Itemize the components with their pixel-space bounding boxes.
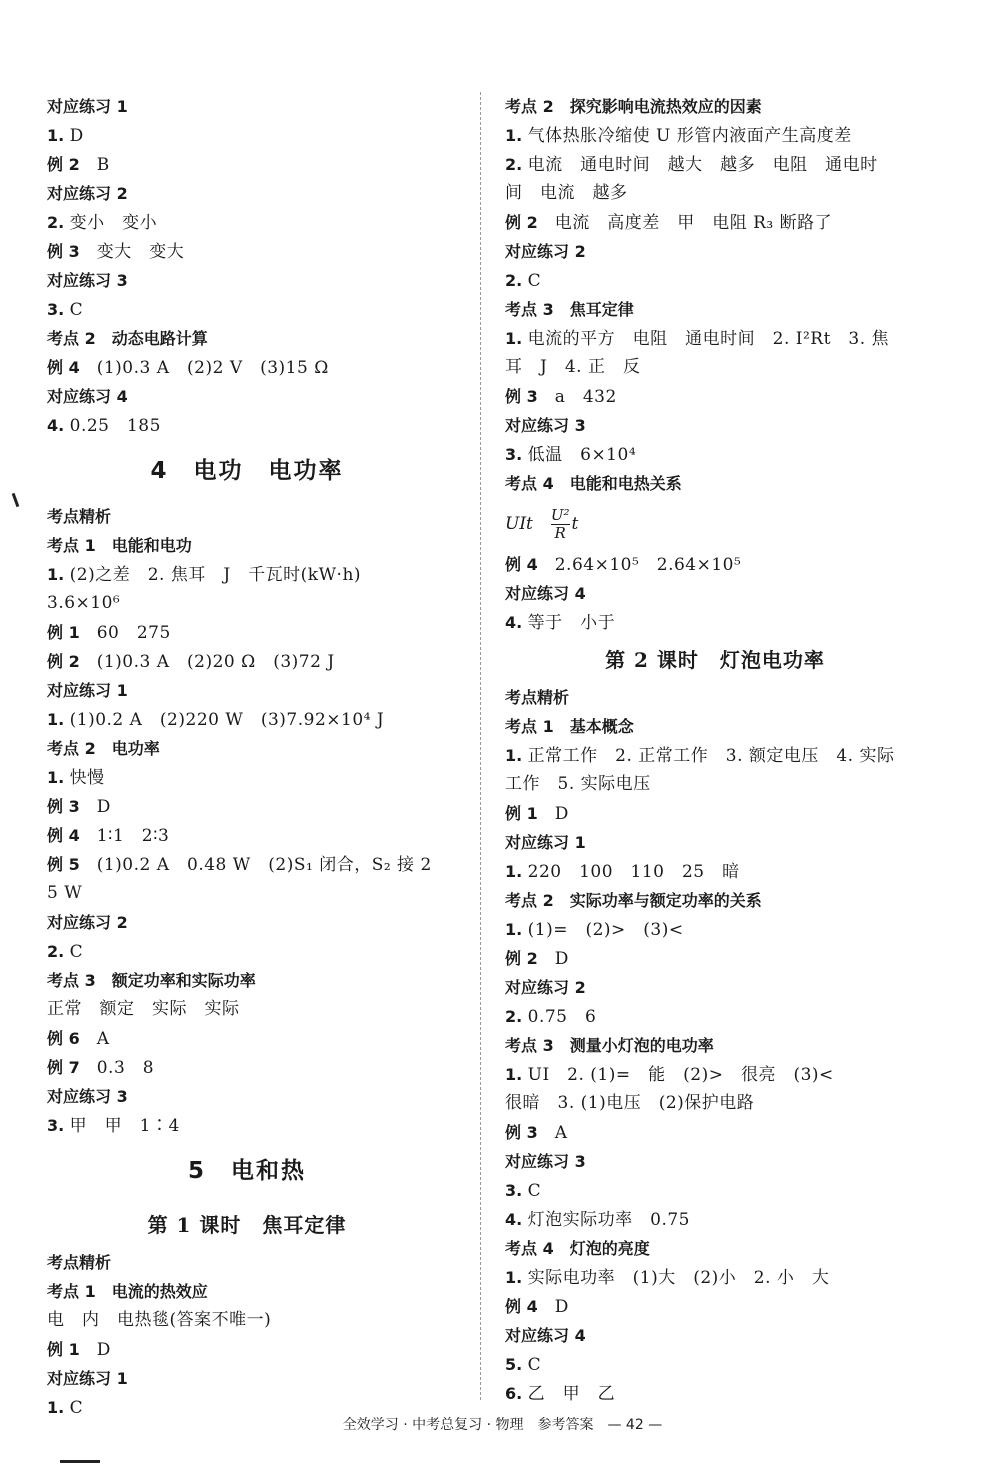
lesson-title: 第 2 课时 灯泡电功率 — [605, 648, 825, 672]
answer-text: 3.6×10⁶ — [47, 593, 121, 613]
item-number: 1. — [47, 565, 65, 584]
section-heading: 考点精析 — [505, 688, 570, 707]
answer-line — [505, 1118, 925, 1147]
section-heading: 对应练习 4 — [505, 584, 586, 603]
answer-text: C — [69, 300, 84, 320]
answer-text: C — [527, 1355, 542, 1375]
answer-text: 2.64×10⁵ 2.64×10⁵ — [554, 555, 742, 575]
answer-line — [505, 150, 925, 179]
answer-line — [47, 208, 447, 237]
section-heading: 考点 4 灯泡的亮度 — [505, 1239, 650, 1258]
answer-line — [505, 915, 925, 944]
answer-line — [505, 944, 925, 973]
answer-line — [47, 850, 447, 879]
answer-line — [47, 821, 447, 850]
item-number: 4. — [505, 1210, 523, 1229]
section-heading: 考点精析 — [47, 507, 112, 526]
answer-line — [505, 770, 925, 799]
item-number: 6. — [505, 1384, 523, 1403]
answer-text: 灯泡实际功率 0.75 — [527, 1210, 690, 1230]
answer-line — [47, 763, 447, 792]
lesson-title: 第 1 课时 焦耳定律 — [147, 1213, 347, 1237]
answer-line — [47, 1111, 447, 1140]
answer-line — [505, 324, 925, 353]
section-heading: 考点 3 额定功率和实际功率 — [47, 971, 256, 990]
item-number: 4. — [505, 613, 523, 632]
answer-line — [47, 121, 447, 150]
chapter-title: 4 电功 电功率 — [150, 458, 344, 484]
answer-text: 很暗 3. (1)电压 (2)保护电路 — [505, 1093, 755, 1113]
answer-text: 低温 6×10⁴ — [527, 445, 637, 465]
fraction-numerator: U² — [550, 506, 570, 524]
answer-text: A — [554, 1123, 568, 1143]
answer-text: (1)0.3 A (2)2 V (3)15 Ω — [96, 358, 329, 378]
fraction — [551, 507, 570, 542]
left-column — [47, 92, 447, 1422]
answer-text: 气体热胀冷缩使 U 形管内液面产生高度差 — [527, 126, 852, 146]
item-number: 1. — [505, 920, 523, 939]
answer-line — [47, 1335, 447, 1364]
right-column — [505, 92, 925, 1408]
scan-mark — [12, 493, 20, 507]
item-number: 例 1 — [47, 1340, 80, 1359]
answer-text: 甲 甲 1∶4 — [69, 1116, 180, 1136]
section-heading: 考点 2 电功率 — [47, 739, 160, 758]
item-number: 2. — [505, 1007, 523, 1026]
answer-line — [47, 1306, 447, 1335]
answer-text: 快慢 — [69, 768, 105, 788]
formula-line — [505, 498, 925, 550]
answer-text: 工作 5. 实际电压 — [505, 774, 651, 794]
answer-line — [47, 411, 447, 440]
answer-text: 1∶1 2∶3 — [96, 826, 170, 846]
answer-line — [505, 741, 925, 770]
item-number: 3. — [47, 1116, 65, 1135]
item-number: 1. — [505, 126, 523, 145]
chapter-title: 5 电和热 — [187, 1158, 306, 1184]
answer-text: 电 内 电热毯(答案不唯一) — [47, 1310, 272, 1330]
section-heading: 对应练习 1 — [505, 833, 586, 852]
item-number: 3. — [505, 445, 523, 464]
answer-line — [47, 995, 447, 1024]
item-number: 3. — [505, 1181, 523, 1200]
answer-line — [47, 1024, 447, 1053]
answer-text: C — [69, 1398, 84, 1418]
item-number: 例 1 — [47, 623, 80, 642]
answer-line — [505, 608, 925, 637]
item-number: 1. — [505, 1065, 523, 1084]
answer-text: 间 电流 越多 — [505, 183, 628, 203]
answer-line — [47, 937, 447, 966]
section-heading: 对应练习 4 — [505, 1326, 586, 1345]
section-heading: 对应练习 2 — [505, 242, 586, 261]
answer-text: D — [96, 797, 111, 817]
section-heading: 对应练习 1 — [47, 1369, 128, 1388]
answer-line — [47, 705, 447, 734]
item-number: 例 5 — [47, 855, 80, 874]
section-heading: 考点 2 动态电路计算 — [47, 329, 208, 348]
answer-text: D — [554, 804, 569, 824]
scan-mark — [60, 1460, 100, 1463]
answer-text: 电流的平方 电阻 通电时间 2. I²Rt 3. 焦 — [527, 329, 890, 349]
item-number: 1. — [505, 862, 523, 881]
answer-line — [505, 440, 925, 469]
section-heading: 考点 1 基本概念 — [505, 717, 634, 736]
answer-line — [47, 560, 447, 589]
answer-text: 耳 J 4. 正 反 — [505, 357, 641, 377]
answer-text: D — [96, 1340, 111, 1360]
item-number: 1. — [47, 126, 65, 145]
answer-text: 正常工作 2. 正常工作 3. 额定电压 4. 实际 — [527, 746, 895, 766]
answer-line — [505, 266, 925, 295]
answer-line — [505, 1292, 925, 1321]
item-number: 1. — [47, 1398, 65, 1417]
answer-line — [47, 589, 447, 618]
item-number: 1. — [47, 768, 65, 787]
fraction-denominator: R — [551, 524, 570, 542]
item-number: 2. — [505, 271, 523, 290]
answer-text: C — [527, 271, 542, 291]
answer-text: UI 2. (1)= 能 (2)> 很亮 (3)< — [527, 1065, 834, 1085]
answer-line — [47, 879, 447, 908]
section-heading: 考点 2 探究影响电流热效应的因素 — [505, 97, 762, 116]
answer-text: a 432 — [554, 387, 617, 407]
answer-line — [505, 1060, 925, 1089]
section-heading: 对应练习 3 — [505, 1152, 586, 1171]
answer-text: 220 100 110 25 暗 — [527, 862, 740, 882]
answer-line — [47, 150, 447, 179]
answer-line — [505, 208, 925, 237]
formula-lead: UIt — [505, 514, 533, 534]
page-footer: 全效学习 · 中考总复习 · 物理 参考答案 — 42 — — [342, 1417, 663, 1433]
answer-text: D — [554, 949, 569, 969]
section-heading: 考点 2 实际功率与额定功率的关系 — [505, 891, 762, 910]
answer-text: A — [96, 1029, 110, 1049]
column-divider — [480, 92, 481, 1400]
answer-text: 60 275 — [96, 623, 171, 643]
item-number: 例 7 — [47, 1058, 80, 1077]
item-number: 1. — [505, 1268, 523, 1287]
section-heading: 对应练习 2 — [505, 978, 586, 997]
answer-line — [47, 618, 447, 647]
section-heading: 考点 4 电能和电热关系 — [505, 474, 682, 493]
section-heading: 考点精析 — [47, 1253, 112, 1272]
answer-text: (1)0.3 A (2)20 Ω (3)72 J — [96, 652, 335, 672]
section-heading: 考点 3 焦耳定律 — [505, 300, 634, 319]
answer-line — [505, 1205, 925, 1234]
item-number: 例 3 — [505, 1123, 538, 1142]
answer-text: (1)0.2 A (2)220 W (3)7.92×10⁴ J — [69, 710, 385, 730]
answer-line — [505, 382, 925, 411]
answer-text: (1)0.2 A 0.48 W (2)S₁ 闭合，S₂ 接 2 — [96, 855, 432, 875]
item-number: 例 2 — [505, 949, 538, 968]
item-number: 1. — [505, 329, 523, 348]
section-heading: 对应练习 1 — [47, 681, 128, 700]
answer-text: D — [69, 126, 84, 146]
answer-line — [505, 1379, 925, 1408]
section-heading: 对应练习 3 — [47, 271, 128, 290]
answer-text: 0.25 185 — [69, 416, 161, 436]
answer-line — [505, 121, 925, 150]
section-heading: 对应练习 3 — [505, 416, 586, 435]
answer-text: (2)之差 2. 焦耳 J 千瓦时(kW·h) — [69, 565, 362, 585]
item-number: 1. — [505, 746, 523, 765]
section-heading: 对应练习 1 — [47, 97, 128, 116]
item-number: 例 3 — [47, 797, 80, 816]
answer-line — [47, 237, 447, 266]
formula-trail: t — [571, 514, 579, 534]
item-number: 例 4 — [505, 1297, 538, 1316]
answer-text: D — [554, 1297, 569, 1317]
item-number: 例 3 — [505, 387, 538, 406]
item-number: 例 6 — [47, 1029, 80, 1048]
answer-text: B — [96, 155, 110, 175]
item-number: 1. — [47, 710, 65, 729]
answer-text: 电流 高度差 甲 电阻 R₃ 断路了 — [554, 213, 833, 233]
answer-text: 实际电功率 (1)大 (2)小 2. 小 大 — [527, 1268, 830, 1288]
answer-text: (1)= (2)> (3)< — [527, 920, 684, 940]
answer-line — [505, 799, 925, 828]
answer-text: C — [527, 1181, 542, 1201]
item-number: 3. — [47, 300, 65, 319]
answer-line — [505, 1263, 925, 1292]
answer-line — [505, 1350, 925, 1379]
section-heading: 考点 1 电能和电功 — [47, 536, 192, 555]
item-number: 5. — [505, 1355, 523, 1374]
answer-line — [505, 1176, 925, 1205]
answer-text: 0.75 6 — [527, 1007, 597, 1027]
answer-line — [47, 353, 447, 382]
answer-text: C — [69, 942, 84, 962]
item-number: 例 1 — [505, 804, 538, 823]
answer-line — [47, 295, 447, 324]
answer-text: 等于 小于 — [527, 613, 616, 633]
answer-line — [47, 647, 447, 676]
answer-text: 5 W — [47, 883, 83, 903]
item-number: 例 4 — [47, 358, 80, 377]
item-number: 例 2 — [505, 213, 538, 232]
section-heading: 对应练习 2 — [47, 913, 128, 932]
item-number: 例 4 — [505, 555, 538, 574]
answer-line — [505, 1089, 925, 1118]
item-number: 4. — [47, 416, 65, 435]
answer-line — [505, 550, 925, 579]
answer-text: 0.3 8 — [96, 1058, 155, 1078]
answer-line — [47, 792, 447, 821]
section-heading: 考点 3 测量小灯泡的电功率 — [505, 1036, 714, 1055]
answer-text: 变小 变小 — [69, 213, 158, 233]
item-number: 例 2 — [47, 652, 80, 671]
section-heading: 对应练习 4 — [47, 387, 128, 406]
answer-text: 正常 额定 实际 实际 — [47, 999, 240, 1019]
answer-line — [47, 1053, 447, 1082]
item-number: 例 3 — [47, 242, 80, 261]
answer-line — [505, 1002, 925, 1031]
answer-line — [505, 857, 925, 886]
answer-line — [505, 353, 925, 382]
answer-text: 电流 通电时间 越大 越多 电阻 通电时 — [527, 155, 878, 175]
item-number: 例 2 — [47, 155, 80, 174]
section-heading: 对应练习 2 — [47, 184, 128, 203]
item-number: 2. — [47, 213, 65, 232]
item-number: 例 4 — [47, 826, 80, 845]
section-heading: 考点 1 电流的热效应 — [47, 1282, 208, 1301]
answer-text: 乙 甲 乙 — [527, 1384, 616, 1404]
item-number: 2. — [47, 942, 65, 961]
item-number: 2. — [505, 155, 523, 174]
section-heading: 对应练习 3 — [47, 1087, 128, 1106]
answer-line — [505, 179, 925, 208]
answer-text: 变大 变大 — [96, 242, 185, 262]
